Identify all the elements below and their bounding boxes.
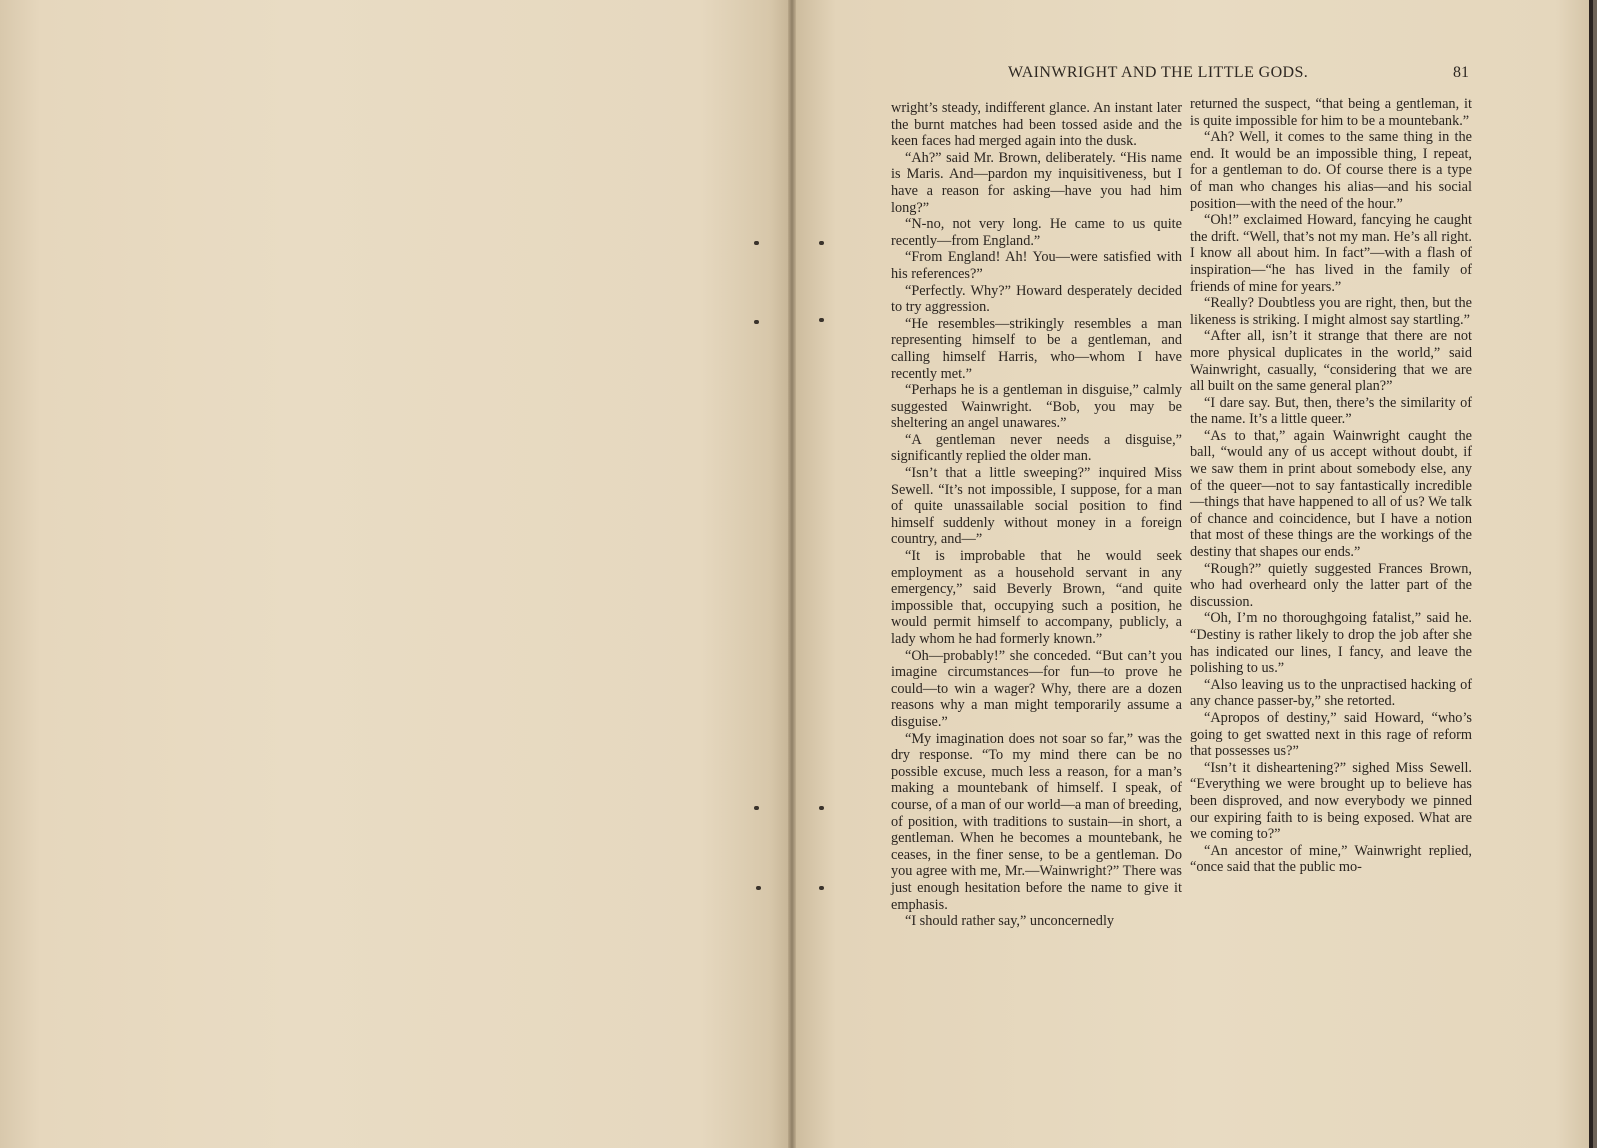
paragraph: “An ancestor of mine,” Wainwright replied, “once said that the public mo- bbox=[1190, 842, 1472, 876]
paragraph: “As to that,” again Wainwright caught the ball, “would any of us accept without doubt, if we saw them in print about somebody else, any of the queer—not to say fantastically incredible—things that have happened to all of us? We talk of chance and coincidence, but I have a notion that most of these things are the workings of the destiny that shapes our ends.” bbox=[1190, 427, 1472, 561]
paragraph: “It is improbable that he would seek employment as a household servant in any emergency,” said Beverly Brown, “and quite impossible that, occupying such a position, he would permit himself to accompany, publicly, a lady whom he had formerly known.” bbox=[891, 548, 1182, 647]
paragraph: “Apropos of destiny,” said Howard, “who’s going to get swatted next in this rage of reform that possesses us?” bbox=[1190, 709, 1472, 760]
running-head: WAINWRIGHT AND THE LITTLE GODS. bbox=[1008, 64, 1309, 81]
paragraph: “I dare say. But, then, there’s the similarity of the name. It’s a little queer.” bbox=[1190, 394, 1472, 428]
paragraph: “My imagination does not soar so far,” was the dry response. “To my mind there can be no possible excuse, much less a reason, for a man’s making a mountebank of himself. I speak, of course, of a man of our world—a man of breeding, of position, with traditions to sustain—in short, a gentleman. When he becomes a mountebank, he ceases, in the finer sense, to be a gentleman. Do you agree with me, Mr.—Wainwright?” There was just enough hesitation before the name to give it emphasis. bbox=[891, 730, 1183, 913]
paragraph: “Perfectly. Why?” Howard desperately decided to try aggression. bbox=[891, 282, 1182, 316]
margin-mark bbox=[819, 806, 824, 810]
paragraph: “Perhaps he is a gentleman in disguise,” calmly suggested Wainwright. “Bob, you may be sheltering an angel unawares.” bbox=[891, 382, 1182, 432]
paragraph: “Isn’t it disheartening?” sighed Miss Sewell. “Everything we were brought up to believe has been disproved, and now everybody we pinned our expiring faith to is being exposed. What are we coming to?” bbox=[1190, 759, 1472, 843]
paragraph: “Really? Doubtless you are right, then, but the likeness is striking. I might almost say startling.” bbox=[1190, 295, 1472, 328]
paragraph: returned the suspect, “that being a gentleman, it is quite impossible for him to be a mountebank.” bbox=[1190, 96, 1472, 129]
paragraph: “Ah?” said Mr. Brown, deliberately. “His name is Maris. And—pardon my inquisitiveness, but I have a reason for asking—have you had him long?” bbox=[891, 149, 1182, 216]
paragraph: “Ah? Well, it comes to the same thing in the end. It would be an impossible thing, I repeat, for a gentleman to do. Of course there is a type of man who changes his alias—and his social position—with the need of the hour.” bbox=[1190, 129, 1472, 212]
text-column-left bbox=[891, 100, 1182, 930]
paragraph: “After all, isn’t it strange that there are not more physical duplicates in the world,” said Wainwright, casually, “considering that we are all built on the same general plan?” bbox=[1190, 328, 1472, 395]
paragraph: “Oh!” exclaimed Howard, fancying he caught the drift. “Well, that’s not my man. He’s all right. I know all about him. In fact”—with a flash of inspiration—“he has lived in the family of friends of mine for years.” bbox=[1190, 212, 1472, 295]
paragraph: “Oh—probably!” she conceded. “But can’t you imagine circumstances—for fun—to prove he could—to win a wager? Why, there are a dozen reasons why a man might temporarily assume a disguise.” bbox=[891, 647, 1182, 730]
blank-left-page bbox=[0, 0, 790, 1148]
paragraph: “Isn’t that a little sweeping?” inquired Miss Sewell. “It’s not impossible, I suppose, for a man of quite unassailable social position to find himself suddenly without money in a foreign country, and—” bbox=[891, 465, 1182, 548]
margin-mark bbox=[819, 241, 824, 245]
margin-mark bbox=[819, 318, 824, 322]
paragraph: “From England! Ah! You—were satisfied with his references?” bbox=[891, 249, 1182, 282]
paragraph: “Also leaving us to the unpractised hacking of any chance passer-by,” she retorted. bbox=[1190, 676, 1472, 710]
paragraph: “He resembles—strikingly resembles a man representing himself to be a gentleman, and calling himself Harris, who—whom I have recently met.” bbox=[891, 315, 1182, 382]
paragraph: “Rough?” quietly suggested Frances Brown, who had overheard only the latter part of the discussion. bbox=[1190, 560, 1472, 610]
page-edge bbox=[1589, 0, 1593, 1148]
paragraph: “A gentleman never needs a disguise,” significantly replied the older man. bbox=[891, 431, 1182, 465]
paragraph: wright’s steady, indifferent glance. An instant later the burnt matches had been tossed aside and the keen faces had merged again into the dusk. bbox=[891, 100, 1182, 150]
margin-mark bbox=[754, 320, 759, 324]
paragraph: “I should rather say,” unconcernedly bbox=[905, 913, 1115, 930]
book-gutter bbox=[788, 0, 796, 1148]
text-column-right bbox=[1190, 96, 1472, 876]
page-number: 81 bbox=[1453, 64, 1469, 81]
paragraph: “Oh, I’m no thoroughgoing fatalist,” said he. “Destiny is rather likely to drop the job after she has indicated our lines, I fancy, and leave the polishing to us.” bbox=[1190, 610, 1472, 677]
paragraph: “N-no, not very long. He came to us quite recently—from England.” bbox=[891, 216, 1182, 249]
margin-mark bbox=[754, 241, 759, 245]
margin-mark bbox=[756, 886, 761, 890]
margin-mark bbox=[754, 806, 759, 810]
margin-mark bbox=[819, 886, 824, 890]
